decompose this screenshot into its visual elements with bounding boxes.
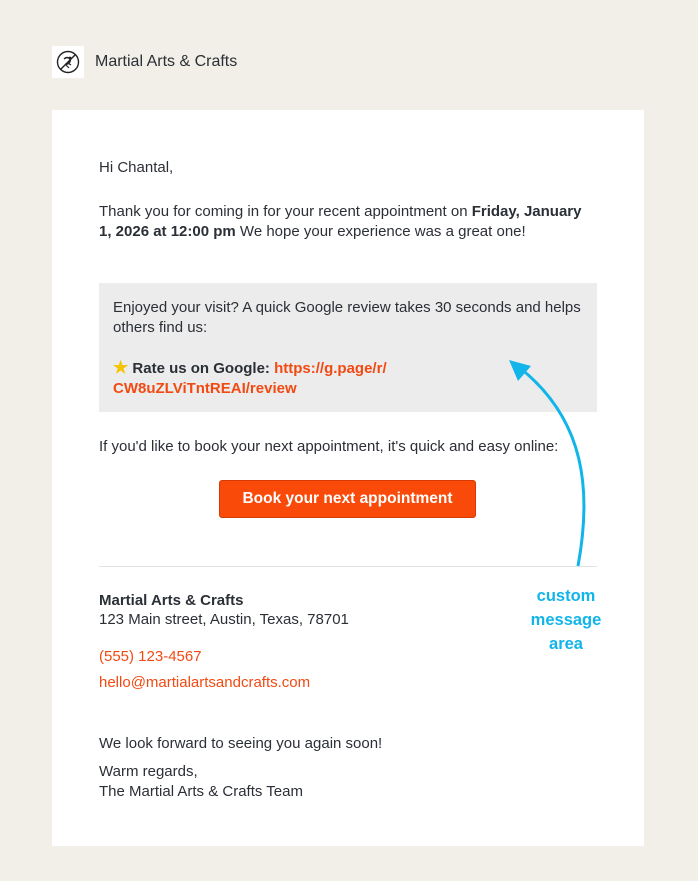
business-name: Martial Arts & Crafts [99,592,244,609]
annotation-line-2: message [530,611,602,629]
regards-line: Warm regards, [99,763,198,780]
divider [99,566,597,567]
review-link-part2[interactable]: CW8uZLViTntREAI/review [113,380,297,397]
annotation-line-3: area [549,635,583,653]
email-card [52,110,644,846]
business-email-link[interactable]: hello@martialartsandcrafts.com [99,674,311,691]
custom-message-area [99,283,597,412]
annotation-label [516,584,616,656]
appointment-date: Friday, January 1, 2026 [99,203,582,240]
signature [99,762,303,801]
annotation-line-1: custom [536,587,596,605]
intro-prefix: Thank you for coming in for your recent appointment on [99,203,472,220]
review-prompt: Enjoyed your visit? A quick Google review takes 30 seconds and helps others find us: [113,299,581,336]
book-text: If you'd like to book your next appointment, it's quick and easy online: [99,438,559,455]
closing-line: We look forward to seeing you again soon! [99,735,383,752]
business-address: 123 Main street, Austin, Texas, 78701 [99,611,349,628]
appointment-time: at 12:00 pm [149,222,236,240]
star-icon: ★ [113,358,129,377]
rate-us-line [113,358,583,399]
review-link-part1[interactable]: https://g.page/r/ [274,360,387,377]
brand-name: Martial Arts & Crafts [95,53,238,70]
intro-suffix: We hope your experience was a great one! [235,222,526,240]
martial-arts-logo-icon [52,46,84,78]
rate-label: Rate us on Google: [132,360,275,377]
intro-paragraph [99,202,597,241]
team-name: The Martial Arts & Crafts Team [99,782,303,800]
greeting: Hi Chantal, [99,159,174,176]
book-appointment-button[interactable]: Book your next appointment [219,480,476,518]
email-header [52,46,237,78]
business-phone-link[interactable]: (555) 123-4567 [99,648,202,665]
